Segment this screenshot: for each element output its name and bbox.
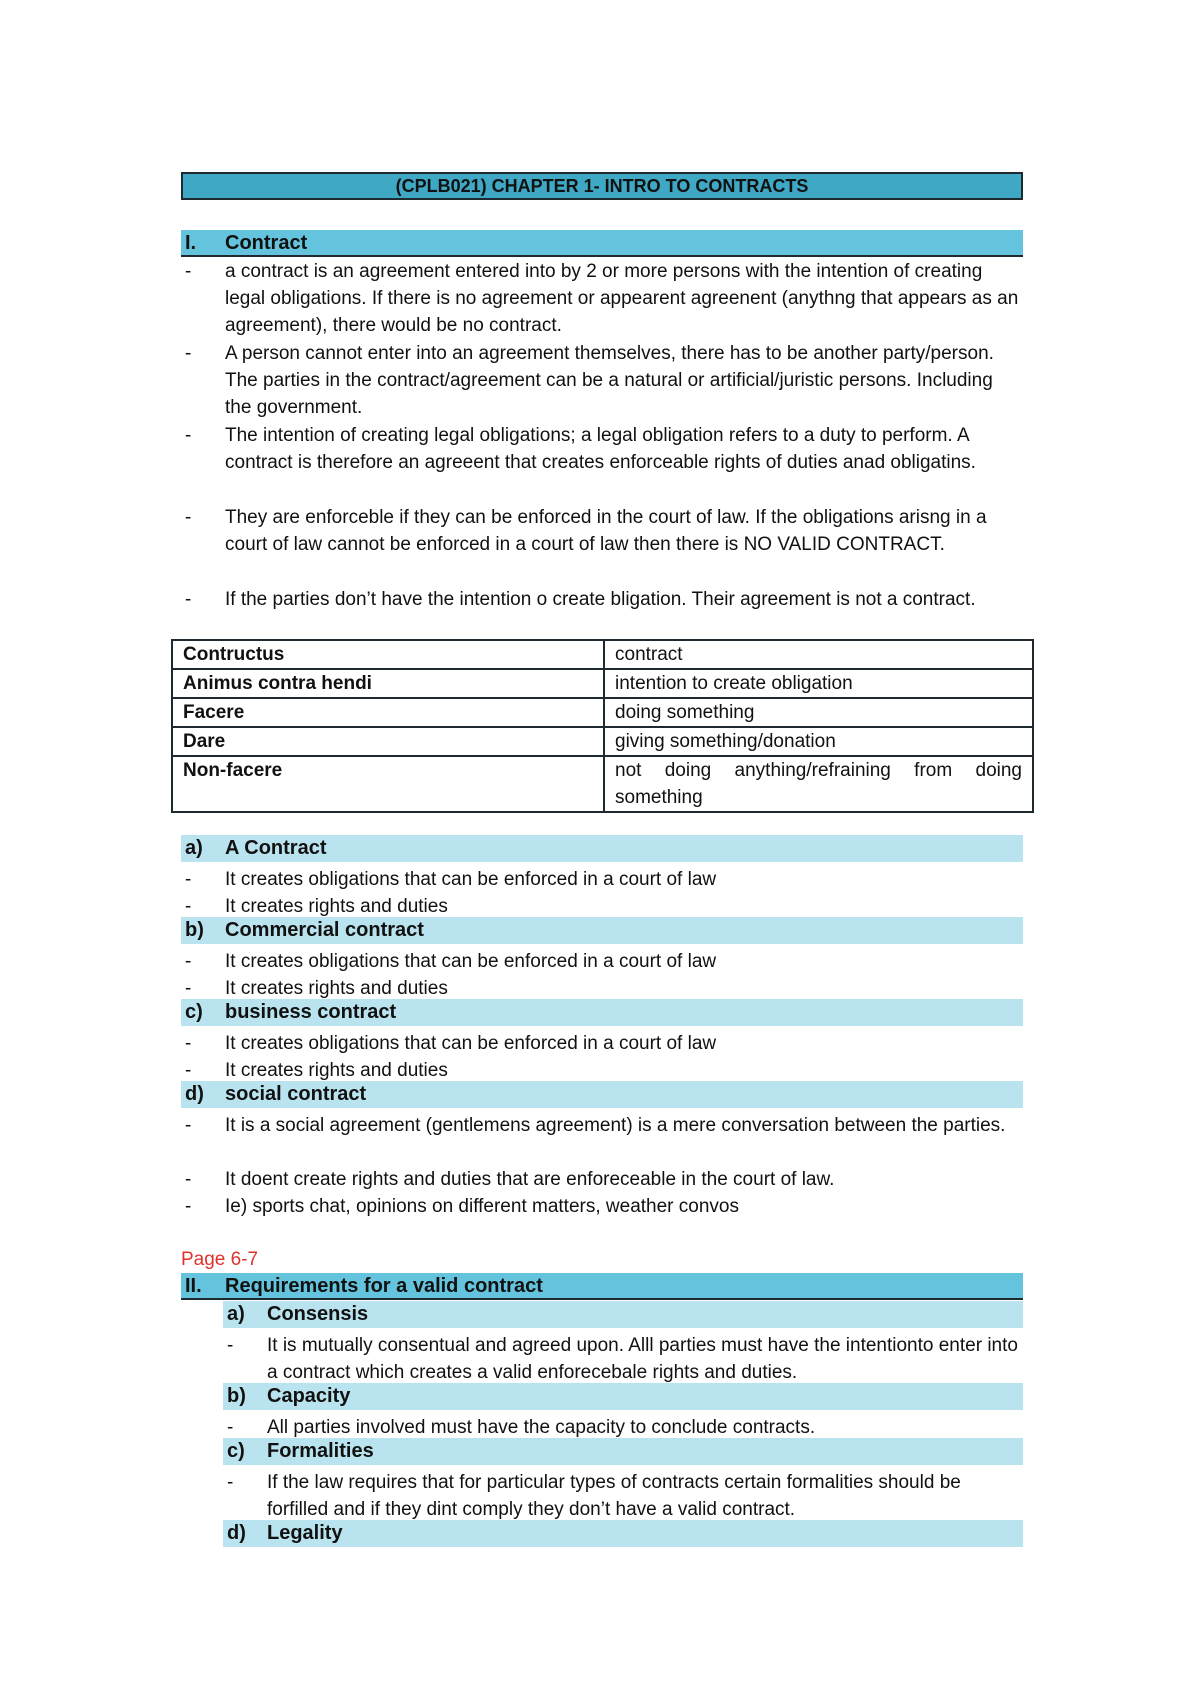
bullet-text: It creates rights and duties [225,978,448,999]
subheading-a-contract [181,835,1023,862]
subheading-capacity [223,1383,1023,1410]
dash-marker: - [185,1115,192,1136]
bullet-text: a contract is an agreement entered into by 2 or more persons with the intention of creating legal obligations. If there is no agreement or appearent agreenent (anythng that appears as an agreement), there would be no contract. [225,261,1019,336]
bullet-text: It doent create rights and duties that are enforeceable in the court of law. [225,1169,835,1190]
item-letter: a) [227,1303,245,1325]
bullet-text: The intention of creating legal obligations; a legal obligation refers to a duty to perform. A contract is therefore an agreeent that creates enforceable rights of duties anad obligatins. [225,425,976,473]
definition-cell: contract [604,640,1033,669]
term-cell: Contructus [172,640,604,669]
dash-marker: - [185,261,192,282]
subheading-commercial-contract [181,917,1023,944]
bullet-text: It creates obligations that can be enforced in a court of law [225,951,717,972]
bullet-text: Ie) sports chat, opinions on different matters, weather convos [225,1196,739,1217]
section-heading-contract [181,230,1023,257]
dash-marker: - [185,1033,192,1054]
table-row [172,727,1033,756]
item-letter: a) [185,837,203,859]
item-title: A Contract [225,837,327,859]
item-title: business contract [225,1001,397,1023]
section-title: Requirements for a valid contract [225,1275,543,1297]
item-title: Commercial contract [225,919,424,941]
bullet-text: It is mutually consentual and agreed upon. Alll parties must have the intentionto enter into a contract which creates a valid enforecebale rights and duties. [267,1335,1018,1383]
bullet-text: It creates rights and duties [225,1060,448,1081]
subheading-consensis [223,1301,1023,1328]
term-cell: Facere [172,698,604,727]
definition-cell: giving something/donation [604,727,1033,756]
table-row [172,756,1033,812]
item-letter: d) [227,1522,246,1544]
definition-cell: not doing anything/refraining from doing something [604,756,1033,812]
dash-marker: - [185,978,192,999]
item-title: Legality [267,1522,343,1544]
bullet-text: If the parties don’t have the intention o create bligation. Their agreement is not a contract. [225,589,976,610]
dash-marker: - [185,425,192,446]
subheading-social-contract [181,1081,1023,1108]
dash-marker: - [185,1060,192,1081]
subheading-formalities [223,1438,1023,1465]
item-letter: b) [185,919,204,941]
item-letter: c) [227,1440,245,1462]
bullet-text: They are enforceble if they can be enforced in the court of law. If the obligations arisng in a court of law cannot be enforced in a court of law then there is NO VALID CONTRACT. [225,507,987,555]
table-row [172,698,1033,727]
dash-marker: - [185,589,192,610]
bullet-text: It creates rights and duties [225,896,448,917]
item-title: social contract [225,1083,367,1105]
bullet-text: All parties involved must have the capacity to conclude contracts. [267,1417,816,1438]
bullet-text: It creates obligations that can be enforced in a court of law [225,869,717,890]
document-title: (CPLB021) CHAPTER 1- INTRO TO CONTRACTS [181,172,1023,200]
definition-cell: intention to create obligation [604,669,1033,698]
section-title: Contract [225,232,308,254]
page-reference: Page 6-7 [181,1249,259,1270]
term-cell: Dare [172,727,604,756]
item-title: Consensis [267,1303,369,1325]
dash-marker: - [227,1417,234,1438]
table-row [172,640,1033,669]
dash-marker: - [185,951,192,972]
section-number: I. [185,232,197,254]
dash-marker: - [185,869,192,890]
dash-marker: - [185,507,192,528]
item-title: Capacity [267,1385,351,1407]
item-letter: b) [227,1385,246,1407]
bullet-text: If the law requires that for particular types of contracts certain formalities should be forfilled and if they dint comply they don’t have a valid contract. [267,1472,961,1520]
term-cell: Non-facere [172,756,604,812]
item-title: Formalities [267,1440,374,1462]
dash-marker: - [227,1472,234,1493]
subheading-legality [223,1520,1023,1547]
item-letter: c) [185,1001,203,1023]
dash-marker: - [185,1196,192,1217]
bullet-text: It creates obligations that can be enforced in a court of law [225,1033,717,1054]
table-row [172,669,1033,698]
dash-marker: - [185,896,192,917]
bullet-text: A person cannot enter into an agreement themselves, there has to be another party/person. The parties in the contract/agreement can be a natural or artificial/juristic persons. Including the government. [225,343,994,418]
dash-marker: - [227,1335,234,1356]
subheading-business-contract [181,999,1023,1026]
item-letter: d) [185,1083,204,1105]
dash-marker: - [185,343,192,364]
term-cell: Animus contra hendi [172,669,604,698]
bullet-text: It is a social agreement (gentlemens agreement) is a mere conversation between the parties. [225,1115,1006,1136]
dash-marker: - [185,1169,192,1190]
section-heading-requirements [181,1273,1023,1300]
section-number: II. [185,1275,202,1297]
latin-terms-table [171,639,1034,813]
definition-cell: doing something [604,698,1033,727]
